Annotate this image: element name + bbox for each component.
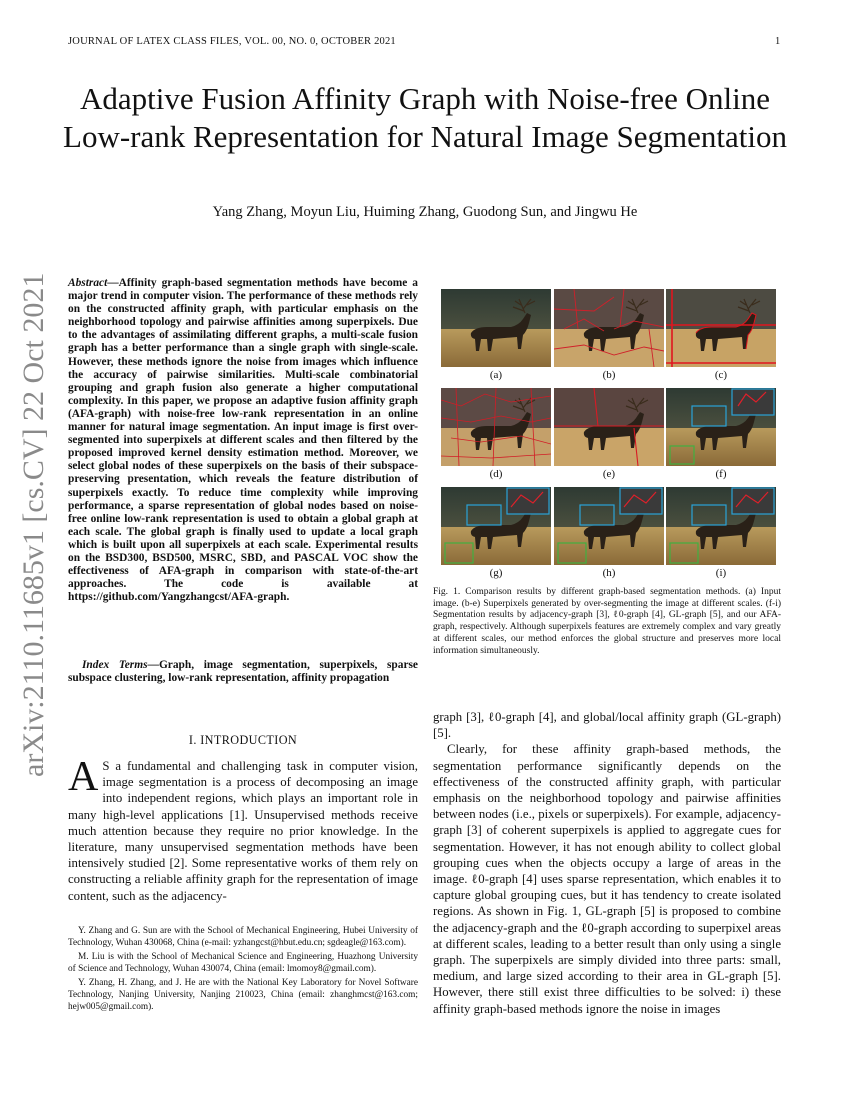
author-list: Yang Zhang, Moyun Liu, Huiming Zhang, Guodong Sun, and Jingwu He (212, 204, 638, 220)
figure-panel-f (666, 388, 776, 466)
figure-panel-a (441, 289, 551, 367)
panel-label: (a) (489, 369, 503, 381)
paragraph: Clearly, for these affinity graph-based methods, the segmentation performance significantly depends on the effectiveness of the constructed affinity graph, with particular emphasis on the neighborhood topology and pairwise affinities between nodes (i.e., pixels or superpixels). For example, adjacency-graph [3] of coherent superpixels is applied to aggregate cues for segmentation. However, it has not enough ability to collect global grouping cues when the objects occupy a large of areas in the image. ℓ0-graph [4] uses sparse representation, which enables it to capture global grouping cues, but it has tendency to create isolated regions. As shown in Fig. 1, GL-graph [5] is proposed to combine the adjacency-graph and the ℓ0-graph according to superpixel areas at different scales, leading to a better result than only using a single graph. The superpixels are simply divided into three parts: small, medium, and large sized according to their area in GL-graph [5]. However, there still exist three difficulties to be solved: i) these affinity graph-based methods ignore the noise in images (433, 742, 781, 1016)
footnotes (68, 926, 418, 1016)
panel-label: (f) (715, 468, 727, 480)
panel-label: (d) (489, 468, 503, 480)
index-terms-text: —Graph, image segmentation, superpixels, sparse subspace clustering, low-rank representation, affinity propagation (68, 659, 418, 685)
page-number: 1 (775, 36, 781, 47)
abstract-text: —Affinity graph-based segmentation methods have become a major trend in computer vision. The performance of these methods rely on the constructed affinity graph, with particular emphasis on the neighborhood topology and pairwise affinities among superpixels. Due to the advantages of assimilating different graphs, a multi-scale fusion graph has a better performance than a single graph with single-scale. However, these methods ignore the noise from images which influence the accuracy of pairwise similarities. Multi-scale combinatorial grouping and graph fusion also generate a higher computational complexity. In this paper, we propose an adaptive fusion affinity graph (AFA-graph) with noise-free low-rank representation in an online manner for natural image segmentation. An input image is first over-segmented into superpixels at different scales and then filtered by the proposed improved kernel density estimation method. Moreover, we select global nodes of these superpixels on the basis of their subspace-preserving presentation, which reveals the feature distribution of superpixels exactly. To reduce time complexity while improving performance, a sparse representation of global nodes based on noise-free online low-rank representation is used to obtain a global graph at each scale. The global graph is finally used to update a local graph which is built upon all superpixels at each scale. Experimental results on the BSD300, BSD500, MSRC, SBD, and PASCAL VOC show the effectiveness of AFA-graph in comparison with state-of-the-art approaches. The code is available at https://github.com/Yangzhangcst/AFA-graph. (68, 277, 418, 604)
index-terms (68, 659, 418, 685)
footnote: M. Liu is with the School of Mechanical Science and Engineering, Huazhong University of Science and Technology, Wuhan 430074, China (email: lmomoy8@gmail.com). (68, 952, 418, 974)
figure-panel-i (666, 487, 776, 565)
arxiv-stamp: arXiv:2110.11685v1 [cs.CV] 22 Oct 2021 (17, 272, 50, 777)
figure-caption: Fig. 1. Comparison results by different graph-based segmentation methods. (a) Input image. (b-e) Superpixels generated by over-segmenting the image at different scales. (f-i) Segmentation results by adjacency-graph [3], ℓ0-graph [4], GL-graph [5], and our AFA-graph, respectively. Although superpixels features are extremely complex and vary greatly at different scales, our method enforces the global structure and preserves more local information simultaneously. (433, 587, 781, 656)
figure-panel-h (554, 487, 664, 565)
abstract (68, 277, 418, 604)
panel-label: (b) (602, 369, 616, 381)
panel-label: (g) (489, 567, 503, 579)
dropcap: A (68, 754, 99, 800)
figure-1 (437, 288, 777, 590)
section-heading: I. INTRODUCTION (188, 733, 298, 747)
paragraph: graph [3], ℓ0-graph [4], and global/local affinity graph (GL-graph) [5]. (433, 710, 781, 741)
figure-panel-c (666, 289, 776, 367)
index-terms-label: Index Terms (82, 659, 148, 671)
panel-label: (c) (714, 369, 728, 381)
panel-label: (e) (602, 468, 616, 480)
paper-title: Adaptive Fusion Affinity Graph with Noise-free Online Low-rank Representation for Natural Image Segmentation (63, 81, 787, 154)
figure-panel-d (441, 388, 551, 466)
running-header: JOURNAL OF LATEX CLASS FILES, VOL. 00, NO. 0, OCTOBER 2021 (68, 36, 396, 47)
footnote: Y. Zhang, H. Zhang, and J. He are with the National Key Laboratory for Novel Software Technology, Nanjing University, Nanjing 210023, China (email: zhanghmcst@163.com; hejw005@gmail.com). (68, 978, 418, 1012)
panel-label: (i) (715, 567, 727, 579)
footnote: Y. Zhang and G. Sun are with the School of Mechanical Engineering, Hubei University of Technology, Wuhan 430068, China (e-mail: yzhangcst@hbut.edu.cn; sgdeagle@163.com). (68, 926, 418, 948)
intro-paragraph (68, 754, 418, 904)
panel-label: (h) (602, 567, 616, 579)
intro-text: S a fundamental and challenging task in computer vision, image segmentation is a process of decomposing an image into independent regions, which plays an important role in many high-level applications [1]. Unsupervised methods receive much attention because they require no prior knowledge. In the literature, many unsupervised segmentation methods have been intensively studied [2]. Some representative works of them rely on constructing a reliable affinity graph for the representation of image content, such as the adjacency- (68, 759, 418, 903)
right-column-body (433, 709, 781, 1017)
figure-panel-g (441, 487, 551, 565)
figure-panel-b (554, 289, 664, 367)
figure-panel-e (554, 388, 664, 466)
abstract-label: Abstract (68, 277, 108, 289)
